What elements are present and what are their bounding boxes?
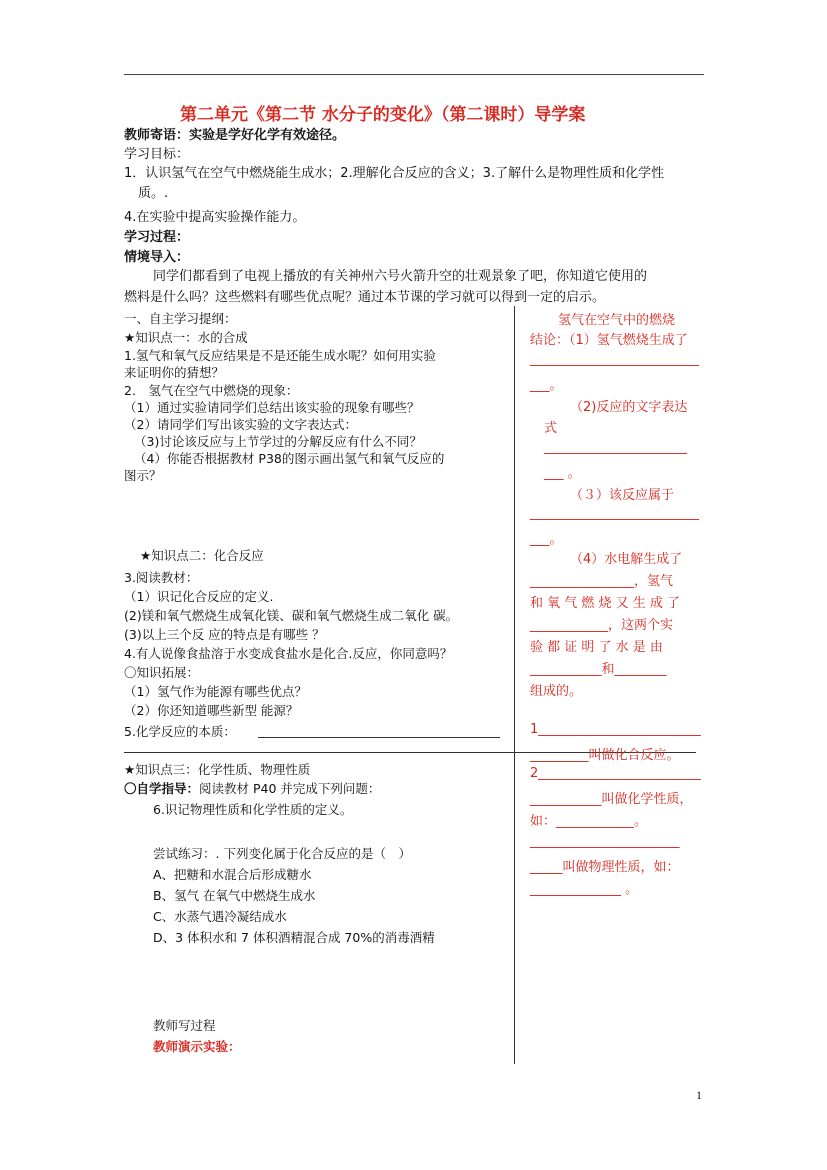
right-line: 结论：（1）氢气燃烧生成了 xyxy=(530,333,688,348)
teacher-note: 教师寄语：实验是学好化学有效途径。 xyxy=(124,128,346,143)
right-line: ___。 xyxy=(530,532,563,547)
objective-line-4: 4.在实验中提高实验操作能力。 xyxy=(124,210,306,225)
teacher-writes: 教师写过程 xyxy=(153,1018,216,1033)
left-line: 〇知识拓展： xyxy=(124,665,200,680)
page-number: 1 xyxy=(696,1088,702,1102)
left-line: (2)镁和氧气燃烧生成氧化镁、碳和氧气燃烧生成二氧化 碳。 xyxy=(124,608,459,623)
right-line: _________叫做化合反应。 xyxy=(530,748,680,763)
intro-text-1: 同学们都看到了电视上播放的有关神州六号火箭升空的壮观景象了吧，你知道它使用的 xyxy=(153,269,648,284)
left-line: 来证明你的猜想？ xyxy=(124,365,225,380)
intro-text-2: 燃料是什么吗？这些燃料有哪些优点呢？通过本节课的学习就可以得到一定的启示。 xyxy=(124,290,606,305)
answer-underline xyxy=(258,737,500,738)
left-line: （1）识记化合反应的定义. xyxy=(124,589,274,604)
page-title: 第二单元《第二节 水分子的变化》（第二课时）导学案 xyxy=(180,105,586,125)
right-line: 1_________________________ xyxy=(530,722,701,737)
right-line: ___________和________ xyxy=(530,662,667,677)
left-line: （1）氢气作为能源有哪些优点？ xyxy=(124,684,307,699)
objectives-label: 学习目标： xyxy=(124,147,190,162)
left-line: 5.化学反应的本质： xyxy=(124,724,236,739)
top-rule xyxy=(124,74,704,75)
objective-line-1: 1．认识氢气在空气中燃烧能生成水；2.理解化合反应的含义；3.了解什么是物理性质和化学性 xyxy=(124,166,665,181)
right-line: ________________，氢气 xyxy=(530,574,674,589)
right-line: 式 xyxy=(544,421,558,436)
teacher-demo: 教师演示实验： xyxy=(153,1039,241,1054)
right-line: _____叫做物理性质，如： xyxy=(530,860,680,875)
left-line: 4.有人说像食盐溶于水变成食盐水是化合.反应，你同意吗？ xyxy=(124,646,453,661)
right-line: 组成的。 xyxy=(530,684,583,699)
right-line: 2_________________________ xyxy=(530,766,701,781)
practice-question: 尝试练习：. 下列变化属于化合反应的是（ ） xyxy=(153,846,411,861)
self-study-guide xyxy=(124,779,380,797)
right-line: ___ 。 xyxy=(544,466,581,481)
option-c: C、水蒸气遇冷凝结成水 xyxy=(153,909,287,924)
left-line: 图示？ xyxy=(124,468,162,483)
intro-label: 情境导入： xyxy=(124,250,190,265)
option-a: A、把糖和水混合后形成糖水 xyxy=(153,867,312,882)
left-line: （2）你还知道哪些新型 能源？ xyxy=(124,703,299,718)
option-b: B、氢气 在氧气中燃烧生成水 xyxy=(153,888,316,903)
self-study-text: 阅读教材 P40 并完成下列问题： xyxy=(199,781,381,796)
right-line: __________________________ xyxy=(530,352,699,367)
option-d: D、3 体积水和 7 体积酒精混合成 70%的消毒酒精 xyxy=(153,930,435,945)
knowledge-point-2: ★知识点二：化合反应 xyxy=(140,548,264,563)
left-line: （2）请同学们写出该实验的文字表达式： xyxy=(124,417,357,432)
right-line: ___。 xyxy=(530,378,563,393)
right-line: ______________ 。 xyxy=(530,882,639,897)
right-line: _______________________ xyxy=(530,834,680,849)
left-line: (3)以上三个反 应的特点是有哪些 ？ xyxy=(124,627,325,642)
right-line: 如：____________。 xyxy=(530,814,648,829)
knowledge-point-3: ★知识点三：化学性质、物理性质 xyxy=(124,762,311,777)
right-heading: 氢气在空气中的燃烧 xyxy=(558,313,676,328)
column-divider xyxy=(514,306,515,1064)
left-line: 2. 氢气在空气中燃烧的现象： xyxy=(124,383,299,398)
objective-line-2: 质。. xyxy=(138,186,169,201)
right-line: 验 都 证 明 了 水 是 由 xyxy=(530,640,663,655)
right-line: （2)反应的文字表达 xyxy=(570,400,688,415)
left-line: （4）你能否根据教材 P38的图示画出氢气和氧气反应的 xyxy=(134,451,445,466)
left-line: 1.氢气和氧气反应结果是不是还能生成水呢？如何用实验 xyxy=(124,348,436,363)
right-line: __________________________ xyxy=(530,506,699,521)
left-line: （3)讨论该反应与上节学过的分解反应有什么不同？ xyxy=(134,434,422,449)
process-label: 学习过程： xyxy=(124,230,190,245)
right-line: ___________叫做化学性质， xyxy=(530,792,693,807)
right-line: ____________，这两个实 xyxy=(530,618,674,633)
right-line: （4）水电解生成了 xyxy=(570,552,683,567)
left-line: 3.阅读教材： xyxy=(124,570,199,585)
right-line: 和 氧 气 燃 烧 又 生 成 了 xyxy=(530,596,681,611)
right-line: （３）该反应属于 xyxy=(570,488,675,503)
left-line: 一、自主学习提纲： xyxy=(124,311,237,326)
left-line: 6.识记物理性质和化学性质的定义。 xyxy=(153,802,353,817)
right-line: ______________________ xyxy=(544,440,687,455)
left-line: （1）通过实验请同学们总结出该实验的现象有哪些？ xyxy=(124,400,420,415)
self-study-label: 〇自学指导： xyxy=(124,781,200,796)
knowledge-point-1: ★知识点一：水的合成 xyxy=(124,330,248,345)
